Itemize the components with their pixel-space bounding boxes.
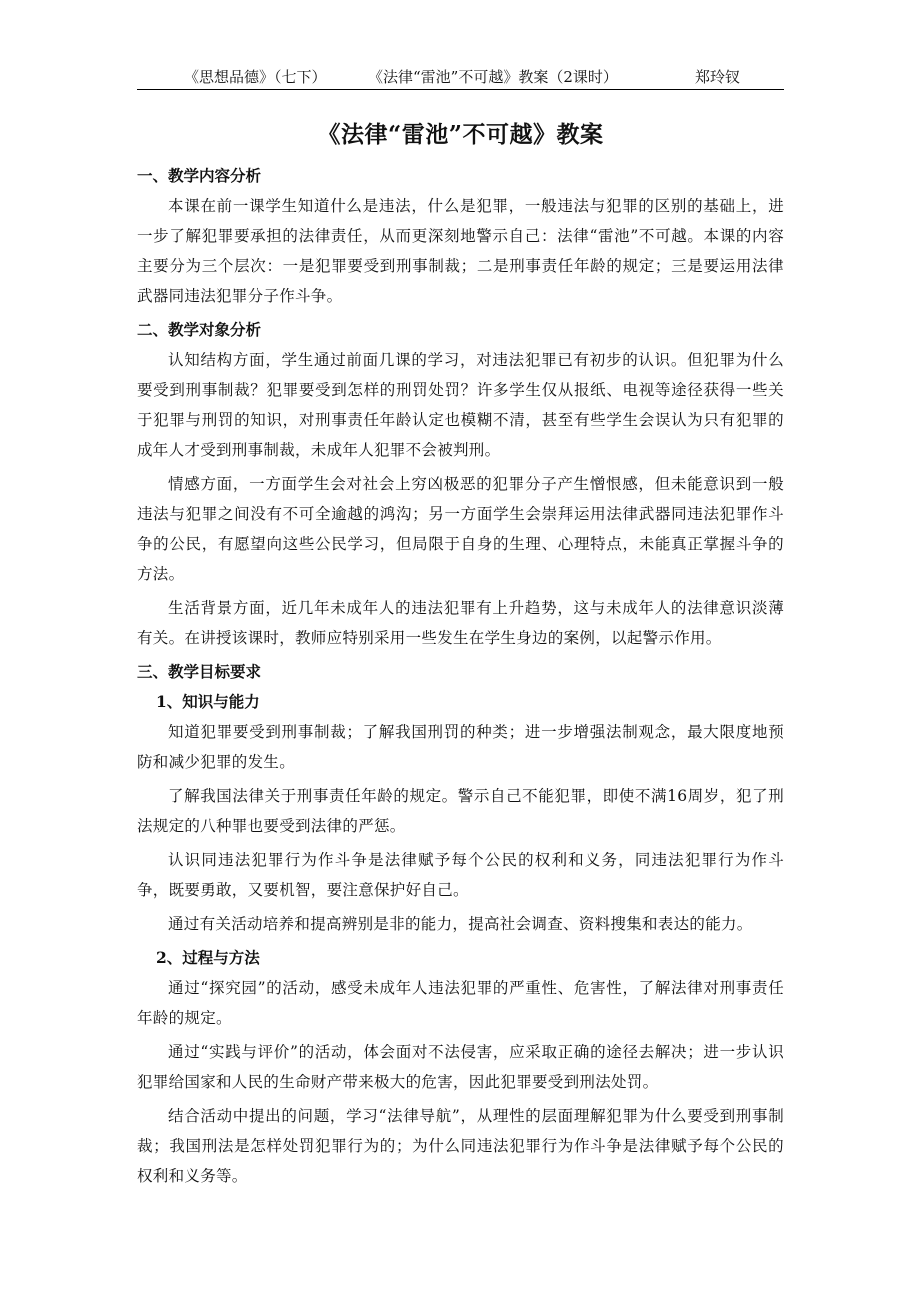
section-heading-object-analysis: 二、教学对象分析 [137,320,262,339]
section-heading-objectives: 三、教学目标要求 [137,662,262,681]
paragraph: 知道犯罪要受到刑事制裁；了解我国刑罚的种类；进一步增强法制观念，最大限度地预防和减少犯罪的发生。 [137,723,784,771]
paragraph: 本课在前一课学生知道什么是违法，什么是犯罪，一般违法与犯罪的区别的基础上，进一步了解犯罪要承担的法律责任，从而更深刻地警示自己：法律“雷池”不可越。本课的内容主要分为三个层次：一是犯罪要受到刑事制裁；二是刑事责任年龄的规定；三是要运用法律武器同违法犯罪分子作斗争。 [137,197,784,305]
subsection-heading-process: 2、过程与方法 [156,948,260,967]
paragraph: 认识同违法犯罪行为作斗争是法律赋予每个公民的权利和义务，同违法犯罪行为作斗争，既要勇敢，又要机智，要注意保护好自己。 [137,851,784,899]
paragraph: 生活背景方面，近几年未成年人的违法犯罪有上升趋势，这与未成年人的法律意识淡薄有关。在讲授该课时，教师应特别采用一些发生在学生身边的案例，以起警示作用。 [137,599,784,647]
paragraph: 了解我国法律关于刑事责任年龄的规定。警示自己不能犯罪，即使不满16周岁，犯了刑法规定的八种罪也要受到法律的严惩。 [137,787,784,835]
header-author: 郑玲钗 [695,68,741,86]
header-divider [137,89,784,90]
header-lesson-title: 《法律“雷池”不可越》教案（2课时） [368,68,618,86]
paragraph: 情感方面，一方面学生会对社会上穷凶极恶的犯罪分子产生憎恨感，但未能意识到一般违法与犯罪之间没有不可全逾越的鸿沟；另一方面学生会崇拜运用法律武器同违法犯罪作斗争的公民，有愿望向这些公民学习，但局限于自身的生理、心理特点，未能真正掌握斗争的方法。 [137,475,784,583]
paragraph: 通过“实践与评价”的活动，体会面对不法侵害，应采取正确的途径去解决；进一步认识犯罪给国家和人民的生命财产带来极大的危害，因此犯罪要受到刑法处罚。 [137,1043,784,1091]
document-title: 《法律“雷池”不可越》教案 [317,121,604,148]
paragraph: 认知结构方面，学生通过前面几课的学习，对违法犯罪已有初步的认识。但犯罪为什么要受到刑事制裁？犯罪要受到怎样的刑罚处罚？许多学生仅从报纸、电视等途径获得一些关于犯罪与刑罚的知识，对刑事责任年龄认定也模糊不清，甚至有些学生会误认为只有犯罪的成年人才受到刑事制裁，未成年人犯罪不会被判刑。 [137,351,784,459]
running-header [140,66,783,88]
document-body [137,161,784,1195]
subsection-heading-knowledge: 1、知识与能力 [156,692,260,711]
section-heading-content-analysis: 一、教学内容分析 [137,166,262,185]
paragraph: 通过有关活动培养和提高辨别是非的能力，提高社会调查、资料搜集和表达的能力。 [168,915,753,933]
paragraph: 结合活动中提出的问题，学习“法律导航”，从理性的层面理解犯罪为什么要受到刑事制裁；我国刑法是怎样处罚犯罪行为的；为什么同违法犯罪行为作斗争是法律赋予每个公民的权利和义务等。 [137,1107,784,1185]
header-book-title: 《思想品德》（七下） [184,68,327,86]
paragraph: 通过“探究园”的活动，感受未成年人违法犯罪的严重性、危害性，了解法律对刑事责任年龄的规定。 [137,979,784,1027]
